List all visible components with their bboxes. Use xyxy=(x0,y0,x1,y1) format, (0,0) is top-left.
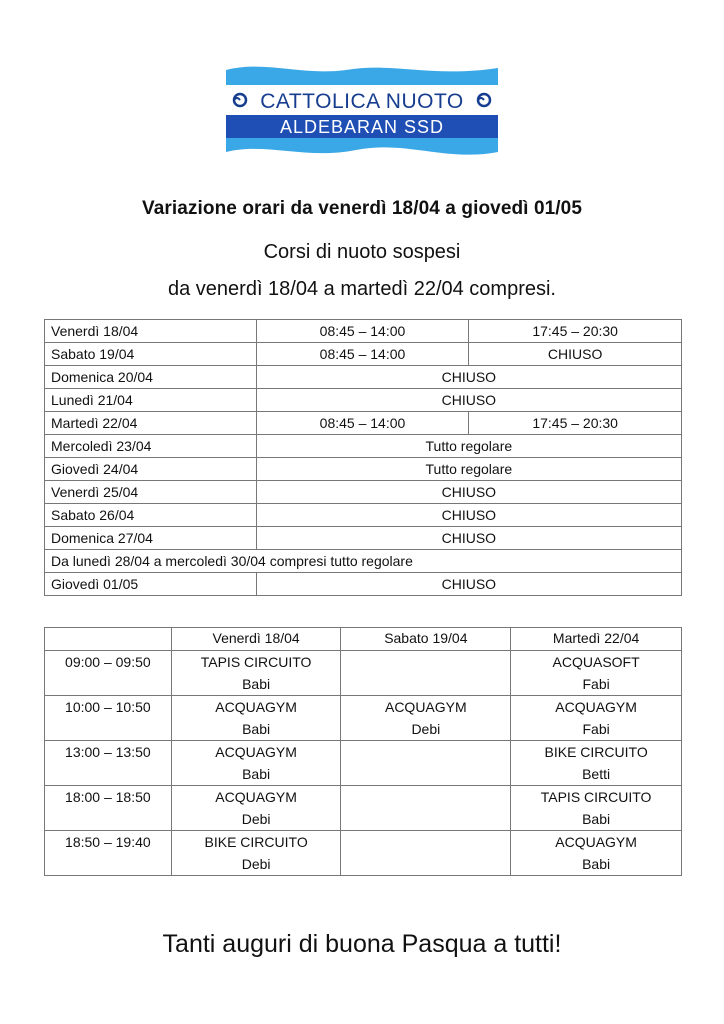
course-cell xyxy=(341,696,511,741)
header-cell: Martedì 22/04 xyxy=(511,628,682,651)
table-row xyxy=(45,481,682,504)
day-cell: Domenica 20/04 xyxy=(45,366,257,389)
table-row xyxy=(45,527,682,550)
instructor-name: Babi xyxy=(242,676,271,692)
day-cell: Giovedì 01/05 xyxy=(45,573,257,596)
table-row xyxy=(45,786,682,831)
table-row xyxy=(45,320,682,343)
time-cell xyxy=(45,696,172,741)
time-cell xyxy=(45,741,172,786)
course-name: ACQUAGYM xyxy=(215,744,297,760)
time-label: 13:00 – 13:50 xyxy=(65,744,151,760)
table-row xyxy=(45,651,682,696)
course-cell xyxy=(511,831,682,876)
header-cell: Sabato 19/04 xyxy=(341,628,511,651)
instructor-name: Fabi xyxy=(582,676,610,692)
course-cell xyxy=(341,651,511,696)
course-name: TAPIS CIRCUITO xyxy=(200,654,312,670)
table-row xyxy=(45,573,682,596)
time-label: 18:00 – 18:50 xyxy=(65,789,151,805)
day-cell: Venerdì 25/04 xyxy=(45,481,257,504)
instructor-name: Babi xyxy=(242,766,271,782)
table-row xyxy=(45,366,682,389)
course-cell xyxy=(171,651,341,696)
instructor-name: Debi xyxy=(241,856,271,872)
status-cell: CHIUSO xyxy=(256,389,681,412)
course-cell xyxy=(511,741,682,786)
course-cell xyxy=(171,741,341,786)
status-cell: CHIUSO xyxy=(256,527,681,550)
time-label: 10:00 – 10:50 xyxy=(65,699,151,715)
instructor-name: Debi xyxy=(411,721,441,737)
course-cell xyxy=(341,741,511,786)
evening-hours-cell: 17:45 – 20:30 xyxy=(469,412,682,435)
instructor-name: Betti xyxy=(582,766,611,782)
course-name: ACQUAGYM xyxy=(384,699,467,715)
day-cell: Lunedì 21/04 xyxy=(45,389,257,412)
logo-text-line1: CATTOLICA NUOTO xyxy=(260,90,464,113)
header-row xyxy=(45,628,682,651)
morning-hours-cell: 08:45 – 14:00 xyxy=(256,343,469,366)
instructor-name: Babi xyxy=(582,811,611,827)
instructor-name: Debi xyxy=(241,811,271,827)
status-cell: CHIUSO xyxy=(256,573,681,596)
course-cell xyxy=(341,831,511,876)
time-label: 09:00 – 09:50 xyxy=(65,654,151,670)
status-cell: CHIUSO xyxy=(256,504,681,527)
day-cell: Mercoledì 23/04 xyxy=(45,435,257,458)
course-name: TAPIS CIRCUITO xyxy=(540,789,652,805)
table-row xyxy=(45,412,682,435)
course-cell xyxy=(171,696,341,741)
day-cell: Domenica 27/04 xyxy=(45,527,257,550)
time-cell xyxy=(45,651,172,696)
day-cell: Giovedì 24/04 xyxy=(45,458,257,481)
instructor-name: Fabi xyxy=(582,721,610,737)
course-name: ACQUASOFT xyxy=(552,654,640,670)
table-row xyxy=(45,389,682,412)
logo-text-line2: ALDEBARAN SSD xyxy=(279,117,445,137)
table-row xyxy=(45,696,682,741)
course-name: ACQUAGYM xyxy=(215,789,297,805)
page-title: Variazione orari da venerdì 18/04 a giovedì 01/05 xyxy=(141,198,582,219)
subtitle-line-1: Corsi di nuoto sospesi xyxy=(263,241,461,263)
table-row xyxy=(45,741,682,786)
header-cell: Venerdì 18/04 xyxy=(171,628,341,651)
logo-graphic xyxy=(226,62,498,158)
course-name: ACQUAGYM xyxy=(215,699,297,715)
club-logo xyxy=(226,62,498,158)
day-cell: Sabato 26/04 xyxy=(45,504,257,527)
instructor-name: Babi xyxy=(582,856,611,872)
time-cell xyxy=(45,786,172,831)
course-name: BIKE CIRCUITO xyxy=(544,744,648,760)
table-row xyxy=(45,831,682,876)
course-cell xyxy=(511,786,682,831)
day-cell: Sabato 19/04 xyxy=(45,343,257,366)
table-row xyxy=(45,504,682,527)
table-row xyxy=(45,343,682,366)
status-cell: CHIUSO xyxy=(256,481,681,504)
status-cell: Tutto regolare xyxy=(256,435,681,458)
day-cell: Martedì 22/04 xyxy=(45,412,257,435)
table-row xyxy=(45,458,682,481)
course-cell xyxy=(171,831,341,876)
greeting-message: Tanti auguri di buona Pasqua a tutti! xyxy=(162,930,562,958)
course-name: ACQUAGYM xyxy=(555,699,637,715)
note-cell: Da lunedì 28/04 a mercoledì 30/04 compresi tutto regolare xyxy=(45,550,682,573)
opening-hours-table xyxy=(44,319,682,596)
evening-hours-cell: 17:45 – 20:30 xyxy=(469,320,682,343)
subtitle-line-2: da venerdì 18/04 a martedì 22/04 compresi. xyxy=(167,278,556,300)
time-cell xyxy=(45,831,172,876)
time-label: 18:50 – 19:40 xyxy=(65,834,151,850)
course-name: BIKE CIRCUITO xyxy=(204,834,308,850)
course-cell xyxy=(511,651,682,696)
course-name: ACQUAGYM xyxy=(555,834,637,850)
status-cell: Tutto regolare xyxy=(256,458,681,481)
course-cell xyxy=(171,786,341,831)
table-row xyxy=(45,550,682,573)
instructor-name: Babi xyxy=(242,721,271,737)
day-cell: Venerdì 18/04 xyxy=(45,320,257,343)
evening-hours-cell: CHIUSO xyxy=(469,343,682,366)
status-cell: CHIUSO xyxy=(256,366,681,389)
header-cell xyxy=(45,628,172,651)
courses-table xyxy=(44,627,682,876)
table-row xyxy=(45,435,682,458)
course-cell xyxy=(511,696,682,741)
course-cell xyxy=(341,786,511,831)
morning-hours-cell: 08:45 – 14:00 xyxy=(256,320,469,343)
morning-hours-cell: 08:45 – 14:00 xyxy=(256,412,469,435)
